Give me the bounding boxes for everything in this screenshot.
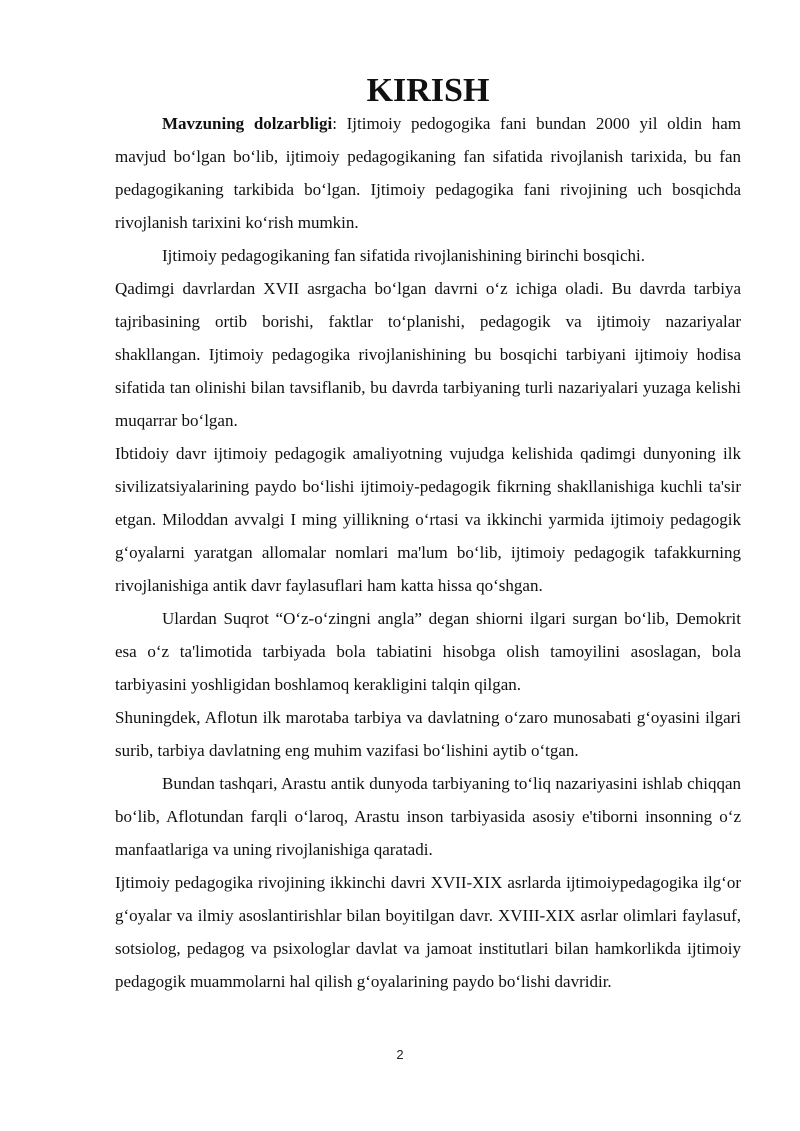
section-title: KIRISH <box>366 72 490 109</box>
paragraph-ancient-period: Qadimgi davrlardan XVII asrgacha bo‘lgan davrni o‘z ichiga oladi. Bu davrda tarbiya tajribasining ortib borishi, faktlar to‘planishi, pedagogik va ijtimoiy nazariyalar shakllangan. Ijtimoiy pedagogika rivojlanishining bu bosqichi tarbiyani ijtimoiy hodisa sifatida tan olinishi bilan tavsiflanib, bu davrda tarbiyaning turli nazariyalari yuzaga kelishi muqarrar bo‘lgan. <box>115 279 741 430</box>
paragraph-aristotle: Bundan tashqari, Arastu antik dunyoda tarbiyaning to‘liq nazariyasini ishlab chiqqan bo‘lib, Aflotundan farqli o‘laroq, Arastu inson tarbiyasida asosiy e'tiborni insonning o‘z manfaatlariga va uning rivojlanishiga qaratadi. <box>115 774 741 859</box>
paragraph-socrates-democritus: Ulardan Suqrot “O‘z-o‘zingni angla” degan shiorni ilgari surgan bo‘lib, Demokrit esa o‘z ta'limotida tarbiyada bola tabiatini hisobga olish tamoyilini asoslagan, bola tarbiyasini yoshligidan boshlamoq kerakligini talqin qilgan. <box>115 609 741 694</box>
paragraph-plato: Shuningdek, Aflotun ilk marotaba tarbiya va davlatning o‘zaro munosabati g‘oyasini ilgari surib, tarbiya davlatning eng muhim vazifasi bo‘lishini aytib o‘tgan. <box>115 708 741 760</box>
paragraph-primitive-period: Ibtidoiy davr ijtimoiy pedagogik amaliyotning vujudga kelishida qadimgi dunyoning ilk sivilizatsiyalarining paydo bo‘lishi ijtimoiy-pedagogik fikrning shakllanishiga kuchli ta'sir etgan. Miloddan avvalgi I ming yillikning o‘rtasi va ikkinchi yarmida ijtimoiy pedagogik g‘oyalarni yaratgan allomalar nomlari ma'lum bo‘lib, ijtimoiy pedagogik tafakkurning rivojlanishiga antik davr faylasuflari ham katta hissa qo‘shgan. <box>115 444 741 595</box>
paragraph-relevance <box>115 107 741 239</box>
page-number: 2 <box>396 1047 404 1062</box>
relevance-label: Mavzuning dolzarbligi <box>162 114 333 133</box>
paragraph-stage-one: Ijtimoiy pedagogikaning fan sifatida rivojlanishining birinchi bosqichi. <box>162 246 645 265</box>
paragraph-second-period: Ijtimoiy pedagogika rivojining ikkinchi davri XVII-XIX asrlarda ijtimoiypedagogika ilg‘or g‘oyalar va ilmiy asoslantirishlar bilan boyitilgan davr. XVIII-XIX asrlar olimlari faylasuf, sotsiolog, pedagog va psixologlar davlat va jamoat institutlari bilan hamkorlikda ijtimoiy pedagogik muammolarni hal qilish g‘oyalarining paydo bo‘lishi davridir. <box>115 873 741 991</box>
document-page <box>115 74 741 998</box>
relevance-text: : Ijtimoiy pedogogika fani bundan 2000 yil oldin ham mavjud bo‘lgan bo‘lib, ijtimoiy pedagogikaning fan sifatida rivojlanish tarixida, bu fan pedagogikaning tarkibida bo‘lgan. Ijtimoiy pedagogika fani rivojining uch bosqichda rivojlanish tarixini ko‘rish mumkin. <box>115 114 741 232</box>
